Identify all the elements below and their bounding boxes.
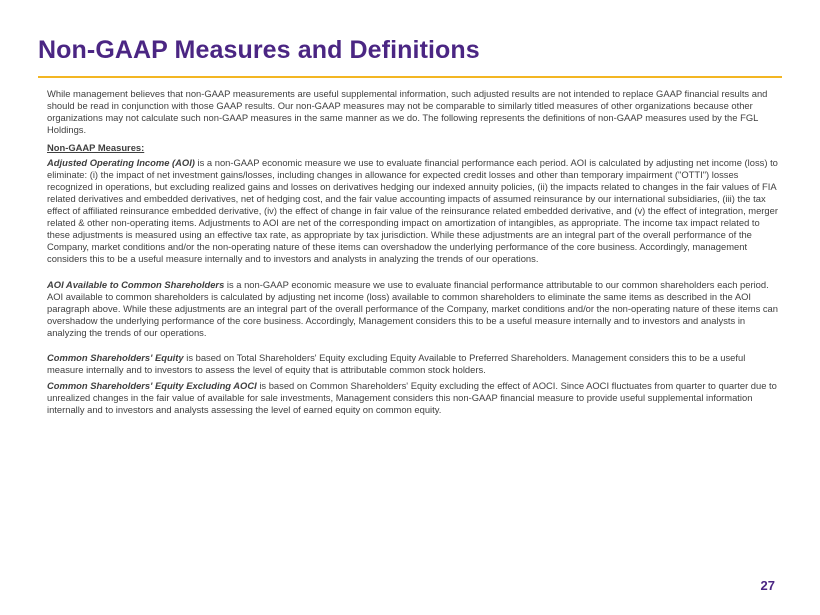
definition-common-equity-ex-aoci [47,380,783,416]
definition-text: is based on Total Shareholders' Equity excluding Equity Available to Preferred Shareholders. Management considers this to be a useful measure internally and to investors to assess the level of equity that is attributable common stock holders. [47,352,746,375]
section-heading: Non-GAAP Measures: [47,142,145,153]
definition-aoi-common [47,279,783,339]
slide-body [47,88,783,416]
definition-text: is a non-GAAP economic measure we use to evaluate financial performance each period. AOI is calculated by adjusting net income (loss) to eliminate: (i) the impact of net investment gains/losses, including changes in allowance for expected credit losses and other than temporary impairment ("OTTI") losses recognized in operations, but excluding realized gains and losses on derivatives hedging our indexed annuity policies, (ii) the impacts related to changes in the fair values of FIA related derivatives and embedded derivatives, net of hedging cost, and the fair value accounting impacts of assumed reinsurance by our international subsidiaries, (iii) the tax effect of affiliated reinsurance embedded derivative, (iv) the effect of change in fair value of the reinsurance related embedded derivative, and (v) the effect of integration, merger related & other non-operating items. Adjustments to AOI are net of the corresponding impact on amortization of intangibles, as appropriate. The income tax impact related to these adjustments is measured using an effective tax rate, as appropriate by tax jurisdiction. While these adjustments are an integral part of the overall performance of the Company, market conditions and/or the non-operating nature of these items can overshadow the underlying performance of the core business. Accordingly, management considers this to be a useful measure internally and to investors and analysts in analyzing the trends of our operations. [47,157,778,264]
definition-aoi [47,157,783,265]
definition-text: is a non-GAAP economic measure we use to evaluate financial performance attributable to our common shareholders each period. AOI available to common shareholders is calculated by adjusting net income (loss) available to common shareholders to eliminate the same items as described in the AOI paragraph above. While these adjustments are an integral part of the overall performance of the Company, market conditions and/or the non-operating nature of these items can overshadow the underlying performance of the core business. Accordingly, Management considers this to be a useful measure internally and to investors and analysts in analyzing the trends of our operations. [47,279,778,338]
title-divider [38,76,782,78]
definition-common-equity [47,352,783,376]
definition-text: is based on Common Shareholders' Equity excluding the effect of AOCI. Since AOCI fluctuates from quarter to quarter due to unrealized changes in the fair value of available for sale investments, Management considers this non-GAAP financial measure to provide useful supplemental information internally and to investors and analysts assessing the level of earned equity on common equity. [47,380,777,415]
definition-term: Common Shareholders' Equity Excluding AOCI [47,380,257,391]
definition-term: AOI Available to Common Shareholders [47,279,225,290]
intro-paragraph: While management believes that non-GAAP measurements are useful supplemental information, such adjusted results are not intended to replace GAAP financial results and should be read in conjunction with those GAAP results. Our non-GAAP measures may not be comparable to similarly titled measures of other organizations because other organizations may not calculate such non-GAAP measures in the same manner as we do. The following represents the definitions of non-GAAP measures used by the FGL Holdings. [47,88,768,135]
slide-title: Non-GAAP Measures and Definitions [38,36,480,64]
definition-term: Adjusted Operating Income (AOI) [47,157,195,168]
page-number: 27 [760,578,775,593]
definition-term: Common Shareholders' Equity [47,352,184,363]
